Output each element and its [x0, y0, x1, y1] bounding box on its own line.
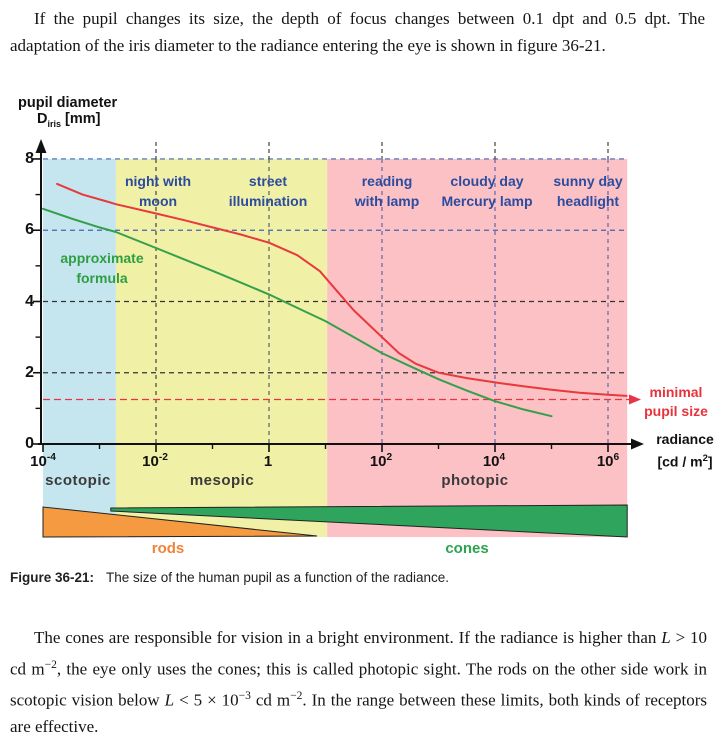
x-tick-base: 10 [596, 453, 614, 470]
scene-label-line: with lamp [354, 193, 420, 209]
y-tick-0: 0 [25, 435, 34, 452]
scene-label-sunny-day-headlight [530, 171, 646, 211]
x-axis-unit: [cd / m [657, 453, 703, 470]
figure-caption-text: The size of the human pupil as a function of the radiance. [106, 570, 449, 585]
scene-label-line: illumination [228, 193, 308, 209]
x-tick-sup: -4 [46, 452, 56, 463]
min-pupil-line: minimal [649, 384, 703, 400]
x-tick-sup: -2 [158, 452, 168, 463]
y-axis-title-line1: pupil diameter [18, 95, 118, 111]
scene-label-line: reading [361, 173, 413, 189]
scene-label-reading-with-lamp [329, 171, 445, 211]
x-tick-sup: 6 [613, 452, 620, 463]
y-tick-8: 8 [25, 150, 34, 167]
minimal-pupil-size-label [630, 383, 722, 421]
scene-label-line: moon [138, 193, 178, 209]
paragraph-intro-text: If the pupil changes its size, the depth of focus changes between 0.1 dpt and 0.5 dpt. The adaptation of the iris diameter to the radiance entering the eye is shown in figure 36-21. [10, 9, 705, 55]
y-axis-unit: [mm] [60, 111, 101, 127]
figure-caption [10, 570, 700, 585]
scene-label-night-with-moon [100, 171, 216, 211]
approximate-formula-label [42, 248, 162, 288]
figure-caption-tag: Figure 36-21: [10, 570, 95, 585]
x-tick-sup: 4 [499, 452, 506, 463]
x-tick-base: 10 [142, 453, 159, 470]
scene-label-line: Mercury lamp [441, 193, 533, 209]
scene-label-line: street [248, 173, 288, 189]
para2-text: cd m [250, 690, 291, 710]
x-tick-base: 10 [482, 453, 500, 470]
paragraph-cones-rods [10, 625, 707, 740]
y-axis-symbol: D [37, 111, 48, 127]
min-pupil-line: pupil size [644, 403, 708, 419]
y-tick-2: 2 [25, 364, 34, 381]
math-exponent: −2 [44, 657, 57, 671]
approx-label-line: formula [76, 270, 128, 286]
x-tick-base: 10 [30, 453, 47, 470]
band-label-mesopic: mesopic [189, 472, 255, 489]
scene-label-line: headlight [556, 193, 620, 209]
x-axis-unit-sup: 2 [702, 453, 708, 464]
approx-label-line: approximate [60, 250, 144, 266]
x-tick-sup: 2 [386, 452, 393, 463]
rods-label: rods [151, 540, 185, 557]
scene-label-cloudy-day-mercury-lamp [429, 171, 545, 211]
x-axis-unit-close: ] [707, 453, 713, 470]
math-exponent: −2 [290, 688, 303, 702]
x-tick-1e-2 [125, 452, 185, 470]
math-exponent: −3 [238, 688, 251, 702]
scene-label-line: cloudy day [450, 173, 524, 189]
para2-text: < 5 × 10 [174, 690, 239, 710]
band-label-photopic: photopic [441, 472, 509, 489]
x-tick-1e-4 [13, 452, 73, 470]
scene-label-street-illumination [210, 171, 326, 211]
math-L: L [661, 628, 671, 647]
math-L: L [164, 690, 175, 710]
x-tick-1e2 [351, 452, 411, 470]
para2-text: > 10 cd m [10, 628, 707, 679]
scene-label-line: night with [124, 173, 192, 189]
x-tick-1 [238, 452, 298, 470]
y-axis-symbol-sub: iris [47, 118, 61, 129]
para2-text: . In the range between these limits, both kinds of receptors are effective. [10, 690, 707, 736]
x-tick-base: 1 [263, 453, 273, 470]
cones-label: cones [445, 540, 489, 557]
para2-text: , the eye only uses the cones; this is called photopic sight. The rods on the other side work in scotopic vision below [10, 659, 707, 710]
x-tick-1e4 [464, 452, 524, 470]
scene-label-line: sunny day [553, 173, 623, 189]
x-tick-base: 10 [369, 453, 387, 470]
para2-text: The cones are responsible for vision in a bright environment. If the radiance is higher than [34, 628, 662, 647]
x-axis-title [639, 429, 723, 472]
y-tick-6: 6 [25, 221, 34, 238]
x-axis-title-line1: radiance [656, 431, 714, 447]
x-tick-1e6 [578, 452, 638, 470]
y-axis-arrow-icon [36, 139, 47, 153]
band-label-scotopic: scotopic [45, 472, 111, 489]
y-tick-4: 4 [25, 293, 34, 310]
y-axis-title-line2 [37, 111, 100, 129]
